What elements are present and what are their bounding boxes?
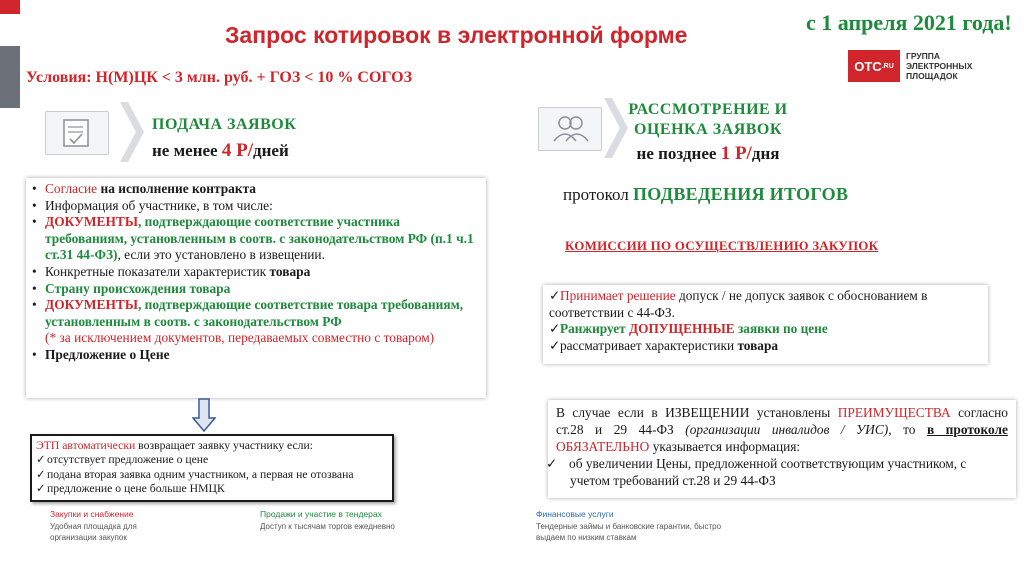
pref-text: , то <box>888 422 927 437</box>
checkmark-icon: ✓ <box>549 288 561 303</box>
etp-lead-text: возвращает заявку участнику если: <box>135 439 313 452</box>
pref-italic: (организации инвалидов / УИС) <box>685 422 889 437</box>
item-highlight: Согласие <box>45 181 98 196</box>
submission-term-value: 4 Р/ <box>221 140 253 161</box>
list-item <box>549 338 982 355</box>
footer-desc-sales: Доступ к тысячам торгов ежедневно <box>260 522 395 531</box>
preferences-paragraph <box>556 404 1008 455</box>
list-item <box>549 321 982 338</box>
footer-desc-procurement: Удобная площадка для организации закупок <box>50 522 137 542</box>
item-note: (* за исключением документов, передаваемых совместно с товаром) <box>45 330 435 346</box>
checkmark-icon: ✓ <box>549 321 561 337</box>
item-text: , если это установлено в извещении. <box>117 247 325 263</box>
logo-text: ГРУППА ЭЛЕКТРОННЫХ ПЛОЩАДОК <box>906 51 973 81</box>
etp-lead-highlight: ЭТП автоматически <box>36 439 136 452</box>
pref-bold: в протоколе <box>926 422 1008 437</box>
item-text: Информация об участнике, в том числе: <box>45 197 273 213</box>
item-text: отсутствует предложение о цене <box>47 453 209 467</box>
commission-title: КОМИССИИ ПО ОСУЩЕСТВЛЕНИЮ ЗАКУПОК <box>565 238 879 253</box>
pref-highlight: ПРЕИМУЩЕСТВА <box>837 405 951 420</box>
etp-auto-return-box <box>30 434 394 502</box>
item-text: Конкретные показатели характеристик <box>45 263 270 279</box>
item-text: допуск / не допуск заявок с обоснованием в соответствии с 44-ФЗ. <box>549 288 928 320</box>
footer-desc-finance: Тендерные займы и банковские гарантии, быстро выдаем по низким ставкам <box>536 522 722 542</box>
item-highlight: ДОПУЩЕННЫЕ <box>628 321 735 337</box>
item-text: подана вторая заявка одним участником, а первая не отозвана <box>47 467 354 481</box>
footer-link-sales[interactable]: Продажи и участие в тендерах <box>260 509 382 519</box>
item-green-text: , подтверждающие соответствие участника требованиям, установленным в соотв. с законодательством РФ (п.1 ч.1 ст.31 44-ФЗ) <box>45 214 474 263</box>
review-term <box>626 143 790 165</box>
pref-highlight: ОБЯЗАТЕЛЬНО <box>556 439 650 454</box>
list-item <box>549 288 982 321</box>
logo-mark-suffix: .RU <box>881 62 894 70</box>
side-tab-accent <box>0 0 20 14</box>
pref-text: согласно ст.28 и 29 44-ФЗ <box>556 405 1008 437</box>
list-item <box>32 181 480 198</box>
chevron-right-icon <box>604 98 628 158</box>
submission-term-suffix: дней <box>253 141 289 160</box>
decision-box <box>543 285 988 364</box>
list-item <box>36 482 388 496</box>
item-bold: Предложение о Цене <box>45 346 170 362</box>
logo-mark-text: ОТС <box>854 58 882 74</box>
list-item <box>32 214 480 264</box>
arrow-down-icon <box>192 398 216 432</box>
page-title: Запрос котировок в электронной форме <box>225 22 688 48</box>
checkmark-icon: ✓ <box>36 467 46 481</box>
protocol-bold: ПОДВЕДЕНИЯ ИТОГОВ <box>632 184 849 204</box>
footer-link-procurement[interactable]: Закупки и снабжение <box>50 509 134 519</box>
submission-term-prefix: не менее <box>152 141 222 160</box>
users-icon <box>538 107 602 151</box>
logo-mark <box>848 50 900 82</box>
item-highlight: Принимает решение <box>560 288 676 303</box>
document-icon <box>45 111 109 155</box>
checkmark-icon: ✓ <box>546 456 558 471</box>
submission-heading: ПОДАЧА ЗАЯВОК <box>152 116 297 133</box>
item-bold: товара <box>737 337 778 353</box>
side-tab <box>0 46 20 108</box>
review-term-prefix: не позднее <box>636 144 721 163</box>
list-item <box>32 347 480 364</box>
item-green-text: Страну происхождения товара <box>45 280 231 296</box>
item-bold: товара <box>269 263 311 279</box>
review-heading: РАССМОТРЕНИЕ И ОЦЕНКА ЗАЯВОК <box>628 101 788 138</box>
item-text: рассматривает характеристики <box>560 337 738 353</box>
checkmark-icon: ✓ <box>36 482 46 496</box>
chevron-right-icon <box>120 102 144 162</box>
protocol-title <box>563 184 848 205</box>
item-green-text: , подтверждающие соответствие товара требованиям, установленным в соотв. с законодательством РФ <box>45 297 464 329</box>
list-item <box>32 198 480 215</box>
review-term-suffix: дня <box>751 144 780 163</box>
checkmark-icon: ✓ <box>36 453 46 467</box>
item-green-text: Ранжирует <box>560 321 629 337</box>
list-item <box>546 455 1008 489</box>
item-text: на исполнение контракта <box>97 181 257 196</box>
review-term-value: 1 Р/ <box>720 143 752 164</box>
protocol-prefix: протокол <box>563 185 633 204</box>
preferences-box <box>548 400 1016 498</box>
checkmark-icon: ✓ <box>549 337 561 353</box>
item-highlight: ДОКУМЕНТЫ <box>45 214 138 230</box>
requirements-list <box>26 178 486 364</box>
list-item <box>32 297 480 347</box>
footer-link-finance[interactable]: Финансовые услуги <box>536 509 614 519</box>
requirements-box <box>26 178 486 398</box>
submission-term <box>152 140 289 162</box>
item-text: об увеличении Цены, предложенной соответствующим участником, с учетом требований ст.28 и 29 44-ФЗ <box>569 456 967 488</box>
pref-text: указывается информация: <box>649 439 801 454</box>
effective-date: с 1 апреля 2021 года! <box>806 10 1012 35</box>
list-item <box>32 264 480 281</box>
etp-lead <box>36 439 388 453</box>
item-text: предложение о цене больше НМЦК <box>47 482 225 496</box>
list-item <box>36 453 388 467</box>
item-green-text: заявки по цене <box>734 321 828 337</box>
pref-text: В случае если в ИЗВЕЩЕНИИ установлены <box>556 405 838 420</box>
list-item <box>32 281 480 298</box>
conditions: Условия: Н(М)ЦК < 3 млн. руб. + ГОЗ < 10 % СОГОЗ <box>26 69 413 86</box>
item-highlight: ДОКУМЕНТЫ <box>45 297 138 313</box>
list-item <box>36 468 388 482</box>
